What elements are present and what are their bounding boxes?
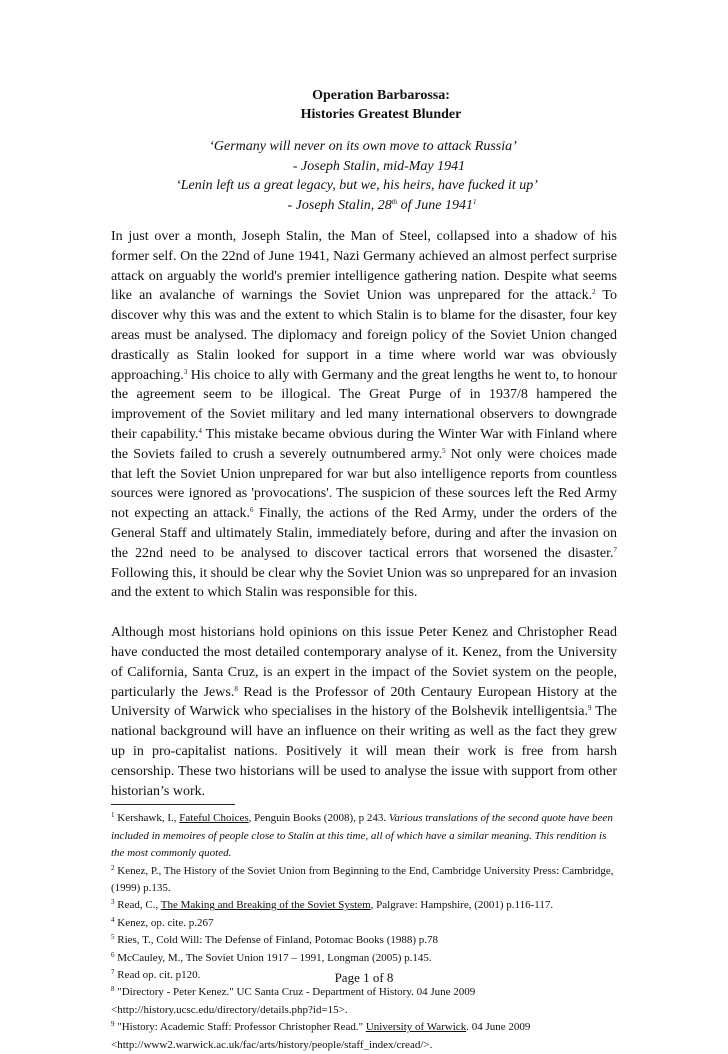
footnote-number: 7 xyxy=(111,967,115,976)
text: Read, C., xyxy=(114,899,161,912)
footnote-number: 4 xyxy=(111,915,115,924)
page-number: Page 1 of 8 xyxy=(334,970,394,985)
link-text[interactable]: University of Warwick xyxy=(365,1021,467,1034)
paragraph-2 xyxy=(111,623,617,801)
text: . 04 June 2009 <http://www2.warwick.ac.uk/fac/arts/history/people/staff_index/cread/>. xyxy=(111,1021,531,1051)
footnotes xyxy=(111,810,617,1054)
footnote-5 xyxy=(111,932,617,949)
footnote-separator xyxy=(111,804,235,805)
title-line-1: Operation Barbarossa: xyxy=(312,88,450,103)
text: His choice to ally with Germany and the great lengths he went to, to honour the agreement seem to be illogical. The Great Purge of in 1937/8 hampered the improvement of the Soviet military and led many international observers to downgrade their capability. xyxy=(111,367,617,442)
document-page xyxy=(111,86,617,1054)
footnote-ref[interactable]: 9 xyxy=(587,704,592,713)
footnote-4 xyxy=(111,915,617,932)
note-text: Various translations of the second quote have been included in memoires of people close to Stalin at this time, all of which have a similar meaning. This rendition is the most commonly quoted. xyxy=(111,812,613,860)
footnote-number: 1 xyxy=(111,811,115,820)
footnote-9 xyxy=(111,1019,617,1054)
footnote-ref[interactable]: 6 xyxy=(249,506,254,515)
footnote-8 xyxy=(111,984,617,1019)
footnote-6 xyxy=(111,950,617,967)
text: In just over a month, Joseph Stalin, the Man of Steel, collapsed into a shadow of his former self. On the 22nd of June 1941, Nazi Germany achieved an almost perfect surprise attack on arguably the world's premier intelligence gathering nation. Despite what seems like an avalanche of warnings the Soviet Union was unprepared for the attack. xyxy=(111,229,617,304)
footnote-ref[interactable]: 4 xyxy=(198,426,202,435)
text: Ries, T., Cold Will: The Defense of Finland, Potomac Books (1988) p.78 xyxy=(114,934,439,947)
footnote-ref[interactable]: 5 xyxy=(442,446,446,455)
text: , Palgrave: Hampshire, (2001) p.116-117. xyxy=(370,899,554,912)
epigraph-quote-2: ‘Lenin left us a great legacy, but we, his heirs, have fucked it up’ xyxy=(176,178,538,193)
text: "Directory - Peter Kenez." UC Santa Cruz - Department of History. 04 June 2009 <http://history.ucsc.edu/directory/details.php?id=15>. xyxy=(111,986,476,1016)
footnote-ref[interactable]: 8 xyxy=(234,684,238,693)
text: Read op. cit. p120. xyxy=(114,968,201,981)
text: Kenez, op. cite. p.267 xyxy=(114,916,214,929)
text: Kershawk, I., xyxy=(114,812,180,825)
text: Although most historians hold opinions on this issue Peter Kenez and Christopher Read have conducted the most detailed contemporary analyse of it. Kenez, from the University of California, Santa Cruz, is an expert in the impact of the Soviet system on the people, particularly the Jews. xyxy=(111,625,617,700)
title-line-2: Histories Greatest Blunder xyxy=(300,107,462,122)
epigraph-attribution-1: - Joseph Stalin, mid-May 1941 xyxy=(292,158,466,174)
footnote-number: 3 xyxy=(111,898,115,907)
text: Kenez, P., The History of the Soviet Union from Beginning to the End, Cambridge University Press: Cambridge, (1999) p.135. xyxy=(111,864,614,894)
document-title xyxy=(171,86,591,124)
footnote-number: 9 xyxy=(111,1020,115,1029)
text: , Penguin Books (2008), p 243. xyxy=(248,812,389,825)
text: McCauley, M., The Soviet Union 1917 – 1991, Longman (2005) p.145. xyxy=(114,951,432,964)
footnote-ref[interactable]: 7 xyxy=(613,545,617,554)
text: "History: Academic Staff: Professor Christopher Read." xyxy=(114,1021,366,1034)
footnote-2 xyxy=(111,863,617,898)
epigraphs xyxy=(111,137,617,215)
text: To discover why this was and the extent to which Stalin is to blame for the disaster, four key areas must be analysed. The diplomacy and foreign policy of the Soviet Union changed drastically as Stalin looked for support in a time where world war was obviously approaching. xyxy=(111,288,617,383)
footnote-1 xyxy=(111,810,617,862)
attribution-text: - Joseph Stalin, 28 xyxy=(287,197,392,213)
footnote-3 xyxy=(111,897,617,914)
text: The national background will have an influence on their writing as well as the fact they grew up in pro-capitalist nations. Positively it will mean their work is free from harsh censorship. These two historians will be used to analyse the issue with support from other historian’s work. xyxy=(111,704,618,799)
footnote-number: 2 xyxy=(111,863,115,872)
epigraph-attribution-2 xyxy=(147,196,617,216)
book-title: The Making and Breaking of the Soviet System xyxy=(160,899,371,912)
text: Finally, the actions of the Red Army, under the orders of the General Staff and ultimately Stalin, immediately before, during and after the invasion on the 22nd need to be analysed to discover tactical errors that worsened the disaster. xyxy=(111,506,617,561)
book-title: Fateful Choices xyxy=(179,812,249,825)
footnote-number: 5 xyxy=(111,933,115,942)
body-text xyxy=(111,227,617,801)
paragraph-1 xyxy=(111,227,617,603)
footnote-ref[interactable]: 2 xyxy=(592,288,596,297)
text: Not only were choices made that left the Soviet Union unprepared for war but also intelligence reports from countless sources were ignored as 'provocations'. The suspicion of these sources left the Red Army not expecting an attack. xyxy=(111,446,617,522)
footnote-ref[interactable]: 3 xyxy=(183,367,188,376)
footnote-number: 8 xyxy=(111,985,115,994)
footnote-ref[interactable]: 1 xyxy=(473,197,477,206)
footnote-number: 6 xyxy=(111,950,115,959)
text: Read is the Professor of 20th Centaury European History at the University of Warwick who specialises in the history of the Bolshevik intelligentsia. xyxy=(111,684,617,720)
epigraph-quote-1: ‘Germany will never on its own move to attack Russia’ xyxy=(209,139,517,154)
attribution-text: of June 1941 xyxy=(397,197,473,213)
text: Following this, it should be clear why the Soviet Union was so unprepared for an invasion and the extent to which Stalin was responsible for this. xyxy=(111,565,617,601)
ordinal-suffix: th xyxy=(391,197,398,206)
text: This mistake became obvious during the Winter War with Finland where the Soviets failed to crush a severely outnumbered army. xyxy=(111,426,617,462)
